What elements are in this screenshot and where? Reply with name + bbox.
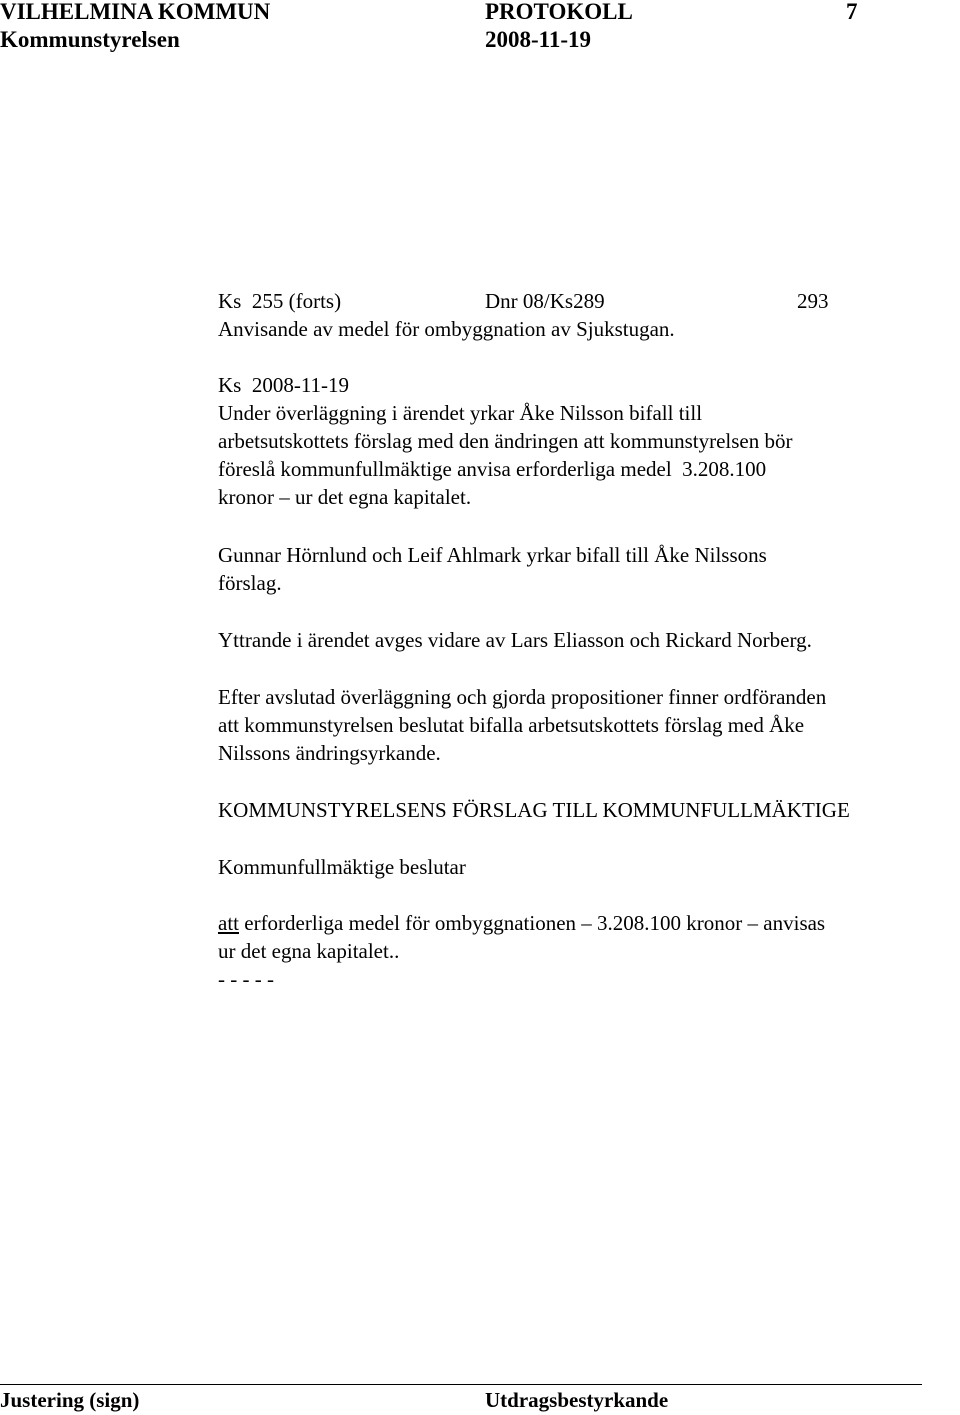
decision-line-2: ur det egna kapitalet.. (218, 939, 400, 963)
header-body: Kommunstyrelsen (0, 27, 180, 52)
header-date: 2008-11-19 (485, 27, 592, 52)
decision-att: att (218, 911, 239, 935)
end-marker: - - - - - (218, 967, 274, 991)
paragraph-line: Yttrande i ärendet avges vidare av Lars Eliasson och Rickard Norberg. (218, 628, 812, 652)
footer-utdragsbestyrkande: Utdragsbestyrkande (485, 1388, 669, 1412)
paragraph-line: Efter avslutad överläggning och gjorda propositioner finner ordföranden (218, 685, 827, 709)
paragraph-line: Nilssons ändringsyrkande. (218, 741, 441, 765)
case-ref: Ks 255 (forts) (218, 289, 342, 313)
case-number: 293 (797, 289, 829, 313)
case-subject: Anvisande av medel för ombyggnation av Sjukstugan. (218, 317, 675, 341)
paragraph-line: arbetsutskottets förslag med den ändringen att kommunstyrelsen bör (218, 429, 793, 453)
header-org: VILHELMINA KOMMUN (0, 0, 271, 24)
paragraph-line: att kommunstyrelsen beslutat bifalla arbetsutskottets förslag med Åke (218, 713, 805, 737)
meeting-heading: Ks 2008-11-19 (218, 373, 350, 397)
footer-justering: Justering (sign) (0, 1388, 140, 1412)
paragraph-line: föreslå kommunfullmäktige anvisa erforderliga medel 3.208.100 (218, 457, 767, 481)
decides-heading: Kommunfullmäktige beslutar (218, 855, 466, 879)
paragraph-line: Gunnar Hörnlund och Leif Ahlmark yrkar bifall till Åke Nilssons (218, 543, 767, 567)
decision-text: erforderliga medel för ombyggnationen – 3.208.100 kronor – anvisas (239, 911, 826, 935)
paragraph-line: kronor – ur det egna kapitalet. (218, 485, 472, 509)
proposal-heading: KOMMUNSTYRELSENS FÖRSLAG TILL KOMMUNFULLMÄKTIGE (218, 798, 850, 822)
decision-line (218, 909, 825, 937)
case-dnr: Dnr 08/Ks289 (485, 289, 605, 313)
header-doc-type: PROTOKOLL (485, 0, 633, 24)
header-page-number: 7 (846, 0, 858, 24)
footer-rule (0, 1384, 922, 1385)
paragraph-line: Under överläggning i ärendet yrkar Åke Nilsson bifall till (218, 401, 703, 425)
paragraph-line: förslag. (218, 571, 282, 595)
